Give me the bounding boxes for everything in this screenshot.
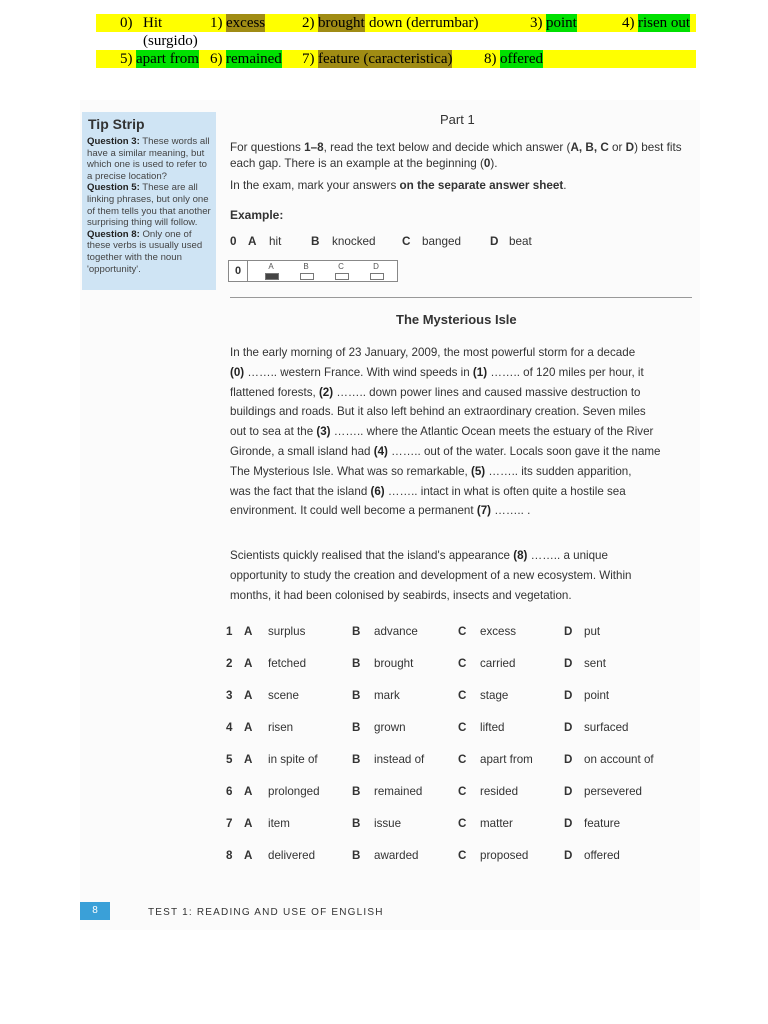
answer-text: excess bbox=[226, 15, 266, 31]
answer-num: 6) bbox=[210, 51, 223, 67]
passage-paragraph-1: In the early morning of 23 January, 2009, the most powerful storm for a decade (0) …….. western France. With wind speeds in (1) …….. of 120 miles per hour, it flattened forests, (2) …….. down power lines and caused massive destruction to buildings and roads. But it also left behind an extraordinary creation. Seven miles out to sea at the (3) …….. where the Atlantic Ocean meets the estuary of the River Gironde, a small island had (4) …….. out of the water. Locals soon gave it the name The Mysterious Isle. What was so remarkable, (5) …….. its sudden apparition, was the fact that the island (6) …….. intact in what is often quite a hostile sea environment. It could well become a permanent (7) …….. . bbox=[230, 346, 661, 518]
running-footer: TEST 1: READING AND USE OF ENGLISH bbox=[148, 907, 384, 918]
tip-q8-label: Question 8: bbox=[87, 228, 140, 240]
question-row bbox=[226, 753, 706, 769]
option-letter: B bbox=[352, 817, 361, 830]
option-d: surfaced bbox=[584, 721, 629, 734]
option-b: instead of bbox=[374, 753, 425, 766]
part-title: Part 1 bbox=[440, 112, 475, 127]
option-d: put bbox=[584, 625, 601, 638]
option-b: awarded bbox=[374, 849, 419, 862]
option-letter: A bbox=[244, 657, 253, 670]
option-letter: A bbox=[244, 721, 253, 734]
page-number-tab: 8 bbox=[80, 902, 110, 920]
grid-box-a-marked bbox=[265, 273, 279, 280]
option-d: feature bbox=[584, 817, 621, 830]
answer-num: 3) bbox=[530, 15, 543, 31]
answer-text: down (derrumbar) bbox=[369, 15, 479, 31]
answer-row-wrap bbox=[96, 32, 696, 50]
option-letter: D bbox=[564, 785, 573, 798]
option-b: grown bbox=[374, 721, 406, 734]
option-letter: D bbox=[564, 657, 573, 670]
option-letter: C bbox=[458, 689, 467, 702]
option-letter: B bbox=[352, 753, 361, 766]
question-row bbox=[226, 849, 706, 865]
option-letter: C bbox=[458, 849, 467, 862]
scanned-page bbox=[80, 100, 700, 930]
grid-letter: A bbox=[268, 262, 274, 271]
option-c: lifted bbox=[480, 721, 505, 734]
example-number: 0 bbox=[230, 235, 237, 248]
question-row bbox=[226, 689, 706, 705]
option-d: point bbox=[584, 689, 610, 702]
tip-strip bbox=[82, 112, 216, 290]
example-letter: A bbox=[248, 235, 257, 248]
option-letter: D bbox=[564, 817, 573, 830]
option-c: proposed bbox=[480, 849, 529, 862]
answer-text: apart from bbox=[136, 51, 199, 67]
option-letter: B bbox=[352, 785, 361, 798]
option-letter: B bbox=[352, 689, 361, 702]
tip-q3-text: These words all have a similar meaning, but which one is used to refer to a precise location? bbox=[87, 136, 210, 182]
option-b: brought bbox=[374, 657, 414, 670]
option-letter: D bbox=[564, 689, 573, 702]
example-grid-number: 0 bbox=[229, 261, 248, 281]
option-a: fetched bbox=[268, 657, 307, 670]
grid-box-d bbox=[370, 273, 384, 280]
option-a: scene bbox=[268, 689, 299, 702]
option-c: resided bbox=[480, 785, 519, 798]
option-letter: A bbox=[244, 785, 253, 798]
answer-text: remained bbox=[226, 51, 282, 67]
question-row bbox=[226, 721, 706, 737]
question-number: 8 bbox=[226, 849, 233, 862]
exam-note: In the exam, mark your answers on the separate answer sheet. bbox=[230, 179, 567, 192]
grid-box-b bbox=[300, 273, 314, 280]
tip-q5-text: These are all linking phrases, but only one of them tells you that another surprising thing will follow. bbox=[87, 182, 211, 229]
question-number: 4 bbox=[226, 721, 233, 734]
option-a: prolonged bbox=[268, 785, 320, 798]
option-c: carried bbox=[480, 657, 516, 670]
option-letter: D bbox=[564, 721, 573, 734]
example-letter: D bbox=[490, 235, 499, 248]
option-letter: A bbox=[244, 753, 253, 766]
grid-letter: C bbox=[338, 262, 344, 271]
option-c: stage bbox=[480, 689, 509, 702]
option-letter: B bbox=[352, 849, 361, 862]
example-heading: Example: bbox=[230, 208, 284, 222]
option-a: item bbox=[268, 817, 290, 830]
question-row bbox=[226, 657, 706, 673]
tip-q5-label: Question 5: bbox=[87, 182, 140, 194]
grid-letter: B bbox=[303, 262, 309, 271]
instructions: For questions 1–8, read the text below and decide which answer (A, B, C or D) best fits each gap. There is an example at the beginning (0). bbox=[230, 141, 682, 170]
option-letter: C bbox=[458, 753, 467, 766]
answer-text: (surgido) bbox=[143, 33, 198, 49]
option-d: offered bbox=[584, 849, 620, 862]
option-c: matter bbox=[480, 817, 513, 830]
answer-num: 8) bbox=[484, 51, 497, 67]
question-row bbox=[226, 817, 706, 833]
answer-num: 1) bbox=[210, 15, 223, 31]
option-letter: C bbox=[458, 817, 467, 830]
answer-num: 4) bbox=[622, 15, 635, 31]
tip-q8-text: Only one of these verbs is usually used together with the noun 'opportunity'. bbox=[87, 228, 203, 275]
example-option: knocked bbox=[332, 235, 376, 248]
answer-text: Hit bbox=[143, 15, 163, 31]
option-letter: B bbox=[352, 721, 361, 734]
example-option: hit bbox=[269, 235, 282, 248]
option-letter: C bbox=[458, 657, 467, 670]
option-letter: B bbox=[352, 657, 361, 670]
option-letter: C bbox=[458, 625, 467, 638]
option-letter: A bbox=[244, 625, 253, 638]
answer-text: risen out bbox=[638, 15, 691, 31]
answer-num: 0) bbox=[120, 15, 133, 31]
question-number: 2 bbox=[226, 657, 233, 670]
example-letter: B bbox=[311, 235, 320, 248]
example-option: beat bbox=[509, 235, 532, 248]
answer-num: 2) bbox=[302, 15, 315, 31]
option-a: risen bbox=[268, 721, 294, 734]
tip-strip-body bbox=[87, 136, 212, 275]
example-answer-grid bbox=[228, 260, 398, 282]
question-number: 1 bbox=[226, 625, 233, 638]
question-row bbox=[226, 625, 706, 641]
option-letter: C bbox=[458, 721, 467, 734]
option-letter: D bbox=[564, 753, 573, 766]
option-d: persevered bbox=[584, 785, 643, 798]
option-b: mark bbox=[374, 689, 400, 702]
tip-strip-title: Tip Strip bbox=[88, 116, 145, 132]
grid-box-c bbox=[335, 273, 349, 280]
passage-paragraph-2: Scientists quickly realised that the island's appearance (8) …….. a unique opportunity to study the creation and development of a new ecosystem. Within months, it had been colonised by seabirds, insects and vegetation. bbox=[230, 549, 632, 602]
option-a: delivered bbox=[268, 849, 316, 862]
option-a: surplus bbox=[268, 625, 306, 638]
tip-q3-label: Question 3: bbox=[87, 136, 140, 147]
option-b: advance bbox=[374, 625, 418, 638]
option-letter: D bbox=[564, 625, 573, 638]
answer-text: point bbox=[546, 15, 577, 31]
option-b: remained bbox=[374, 785, 423, 798]
question-number: 5 bbox=[226, 753, 233, 766]
option-c: excess bbox=[480, 625, 517, 638]
option-letter: A bbox=[244, 689, 253, 702]
option-letter: D bbox=[564, 849, 573, 862]
answer-key bbox=[96, 14, 696, 68]
option-c: apart from bbox=[480, 753, 533, 766]
answer-num: 7) bbox=[302, 51, 315, 67]
answer-row-2 bbox=[96, 50, 696, 68]
answer-num: 5) bbox=[120, 51, 133, 67]
option-letter: A bbox=[244, 817, 253, 830]
question-number: 6 bbox=[226, 785, 233, 798]
option-d: on account of bbox=[584, 753, 654, 766]
divider bbox=[230, 297, 692, 298]
option-a: in spite of bbox=[268, 753, 318, 766]
answer-text: feature (caracteristica) bbox=[318, 51, 453, 67]
answer-text: brought bbox=[318, 15, 365, 31]
answer-row-1 bbox=[96, 14, 696, 32]
option-letter: C bbox=[458, 785, 467, 798]
question-number: 3 bbox=[226, 689, 233, 702]
passage-title: The Mysterious Isle bbox=[396, 312, 517, 327]
option-d: sent bbox=[584, 657, 606, 670]
example-option: banged bbox=[422, 235, 462, 248]
option-b: issue bbox=[374, 817, 402, 830]
answer-text: offered bbox=[500, 51, 544, 67]
question-number: 7 bbox=[226, 817, 233, 830]
option-letter: A bbox=[244, 849, 253, 862]
question-row bbox=[226, 785, 706, 801]
option-letter: B bbox=[352, 625, 361, 638]
grid-letter: D bbox=[373, 262, 379, 271]
example-letter: C bbox=[402, 235, 411, 248]
